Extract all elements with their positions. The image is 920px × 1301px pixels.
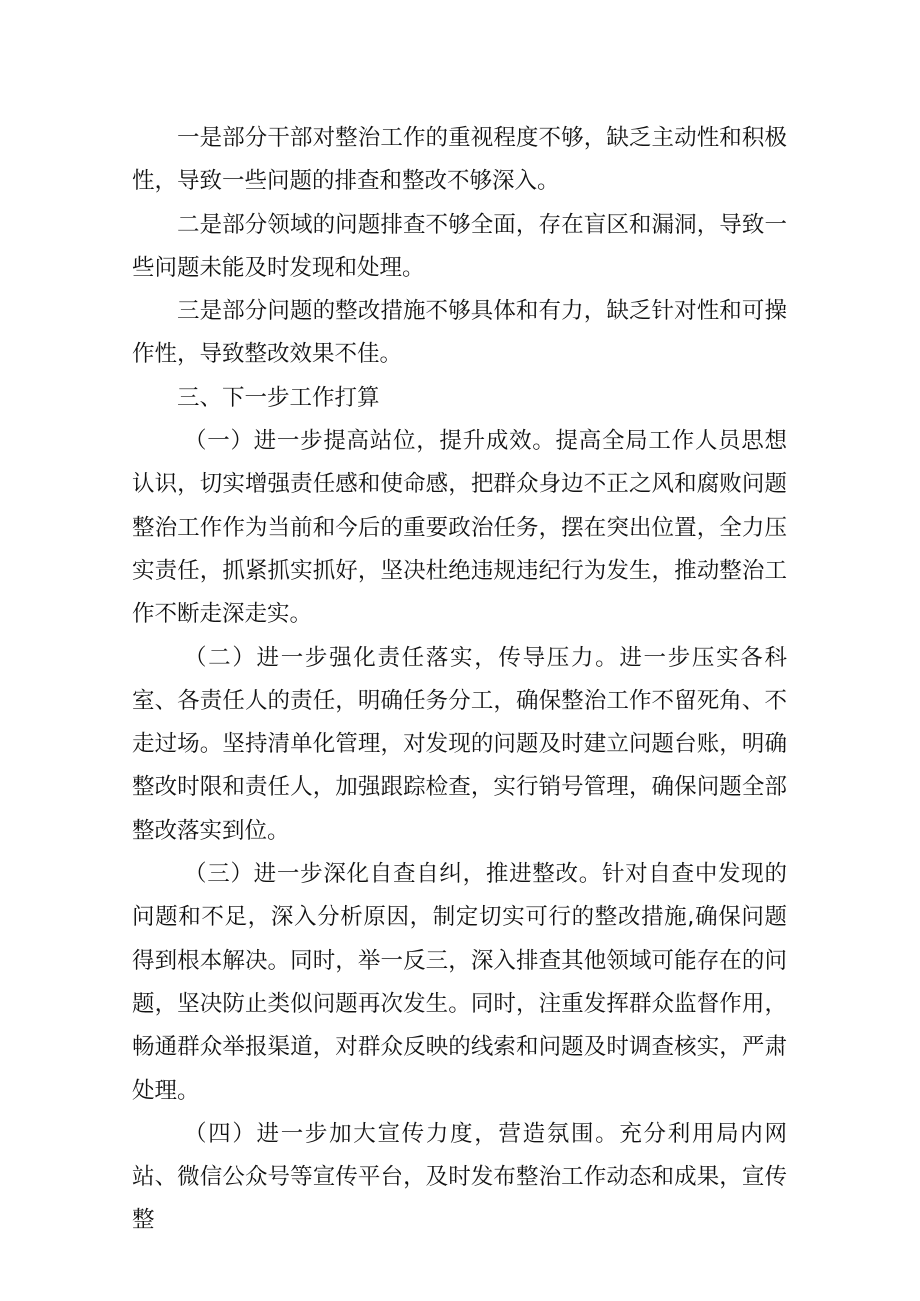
paragraph-issue-1: 一是部分干部对整治工作的重视程度不够，缺乏主动性和积极性，导致一些问题的排查和整改不够深入。	[132, 125, 787, 195]
paragraph-issue-2: 二是部分领域的问题排查不够全面，存在盲区和漏洞，导致一些问题未能及时发现和处理。	[132, 211, 787, 281]
paragraph-plan-4: （四）进一步加大宣传力度，营造氛围。充分利用局内网站、微信公众号等宣传平台，及时发布整治工作动态和成果，宣传整	[132, 1120, 787, 1234]
document-body	[132, 117, 787, 1243]
section-heading-next-steps: 三、下一步工作打算	[177, 384, 380, 411]
paragraph-plan-2: （二）进一步强化责任落实，传导压力。进一步压实各科室、各责任人的责任，明确任务分工，确保整治工作不留死角、不走过场。坚持清单化管理，对发现的问题及时建立问题台账，明确整改时限和责任人，加强跟踪检查，实行销号管理，确保问题全部整改落实到位。	[132, 644, 787, 844]
paragraph-plan-1: （一）进一步提高站位，提升成效。提高全局工作人员思想认识，切实增强责任感和使命感，把群众身边不正之风和腐败问题整治工作作为当前和今后的重要政治任务，摆在突出位置，全力压实责任，抓紧抓实抓好，坚决杜绝违规违纪行为发生，推动整治工作不断走深走实。	[132, 428, 787, 628]
paragraph-issue-3: 三是部分问题的整改措施不够具体和有力，缺乏针对性和可操作性，导致整改效果不佳。	[132, 298, 787, 368]
paragraph-plan-3: （三）进一步深化自查自纠，推进整改。针对自查中发现的问题和不足，深入分析原因，制定切实可行的整改措施,确保问题得到根本解决。同时，举一反三，深入排查其他领域可能存在的问题，坚决防止类似问题再次发生。同时，注重发挥群众监督作用，畅通群众举报渠道，对群众反映的线索和问题及时调查核实，严肃处理。	[132, 861, 787, 1104]
